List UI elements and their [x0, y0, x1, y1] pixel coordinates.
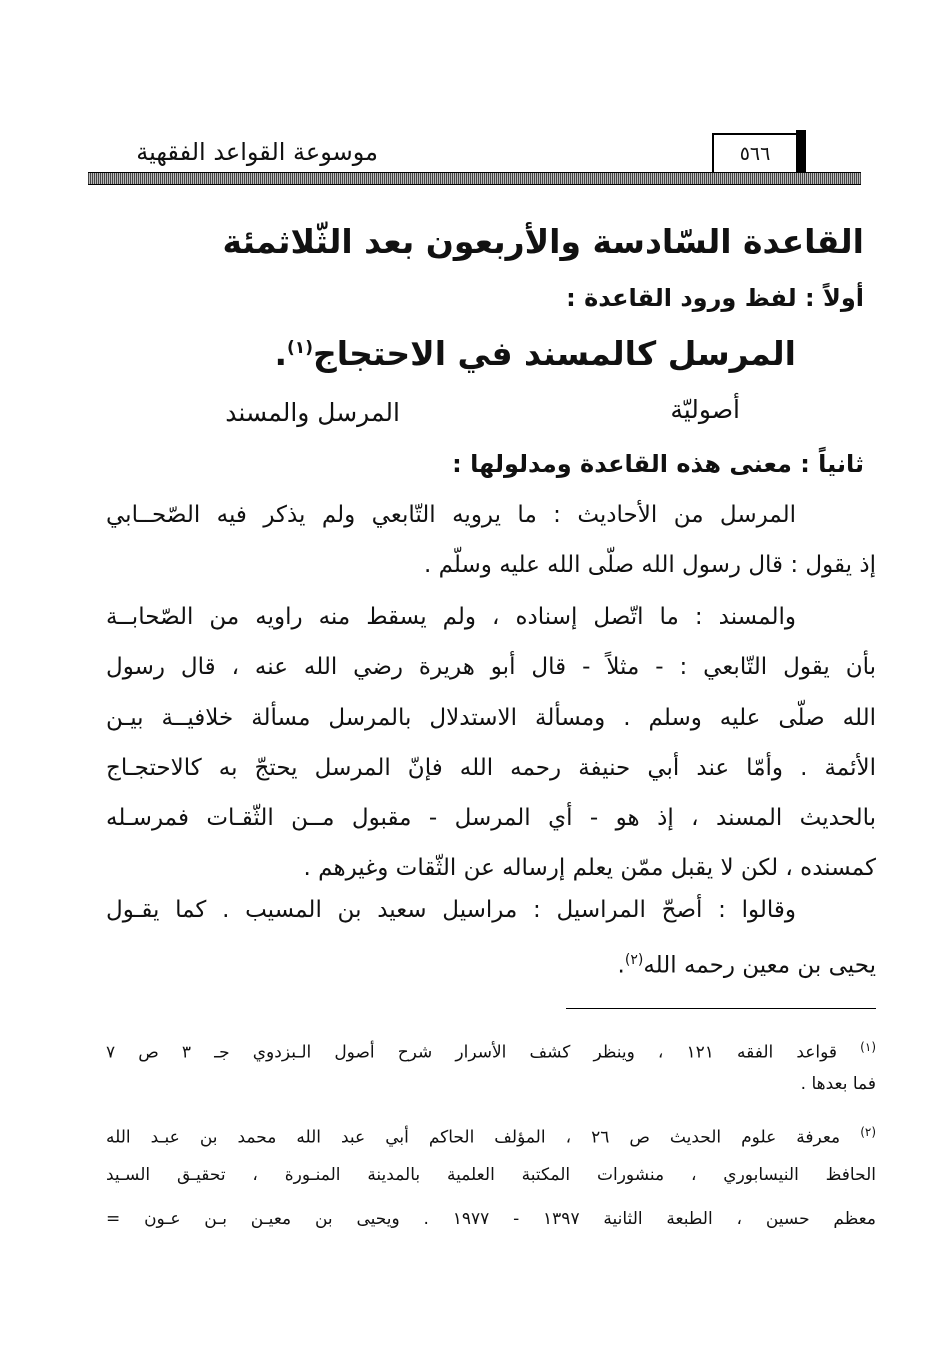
header-divider — [88, 172, 861, 185]
footnote-2-text: معرفة علوم الحديث ص ٢٦ ، المؤلف الحاكم أبي عبد الله محمد بن عبـد الله — [106, 1127, 841, 1148]
page-number: ٥٦٦ — [712, 133, 798, 173]
footnote-1-text: قواعد الفقه ١٢١ ، وينظر كشف الأسرار شرح أصول الـبزدوي جـ ٣ ص ٧ — [106, 1042, 838, 1063]
rule-statement-end: . — [274, 334, 288, 373]
section-heading-1: أولاً : لفظ ورود القاعدة : — [566, 284, 864, 312]
body-line: الأئمة . وأمّا عند أبي حنيفة رحمه الله فإنّ المرسل يحتجّ به كالاحتجـاج — [106, 755, 876, 781]
footnote-ref-1: (١) — [287, 338, 313, 358]
body-line-text: يحيى بن معين رحمه الله — [643, 952, 876, 979]
keyword-mursal-musnad: المرسل والمسند — [225, 398, 400, 427]
footnote-1-ref: (١) — [860, 1040, 876, 1054]
section-heading-2: ثانياً : معنى هذه القاعدة ومدلولها : — [452, 450, 864, 478]
rule-statement — [156, 334, 796, 373]
body-line: كمسنده ، لكن لا يقبل ممّن يعلم إرساله عن الثّقات وغيرهم . — [303, 855, 876, 881]
rule-statement-text: المرسل كالمسند في الاحتجاج — [312, 334, 796, 373]
rule-title: القاعدة السّادسة والأربعون بعد الثّلاثمئة — [222, 222, 864, 261]
footnote-1-line — [106, 1035, 876, 1065]
body-line: إذ يقول : قال رسول الله صلّى الله عليه وسلّم . — [423, 552, 876, 578]
footnote-2-line: معظم حسين ، الطبعة الثانية ١٣٩٧ - ١٩٧٧ . ويحيى بن معيـن بـن عـون = — [106, 1209, 876, 1229]
body-line: بالحديث المسند ، إذ هو - أي المرسل - مقبول مــن الثّقـات فمرسـله — [106, 805, 876, 831]
body-line: والمسند : ما اتّصل إسناده ، ولم يسقط منه راويه من الصّحابــة — [106, 604, 796, 630]
body-line: بأن يقول التّابعي : - مثلاً - قال أبو هريرة رضي الله عنه ، قال رسول — [106, 654, 876, 680]
footnote-2-line — [106, 1120, 876, 1150]
running-header-title: موسوعة القواعد الفقهية — [136, 138, 378, 166]
body-line-last — [106, 945, 876, 981]
body-line: وقالوا : أصحّ المراسيل : مراسيل سعيد بن المسيب . كما يقـول — [106, 897, 796, 923]
body-line: المرسل من الأحاديث : ما يرويه التّابعي ولم يذكر فيه الصّحــابي — [106, 502, 796, 528]
page-number-bar — [796, 130, 806, 178]
footnote-1-line: فما بعدها . — [800, 1074, 876, 1094]
footnote-divider — [566, 1008, 876, 1009]
keyword-usuliyya: أصوليّة — [670, 395, 740, 424]
body-line: الله صلّى عليه وسلم . ومسألة الاستدلال بالمرسل مسألة خلافيــة بيـن — [106, 705, 876, 731]
footnote-2-line: الحافظ النيسابوري ، منشورات المكتبة العلمية بالمدينة المنـورة ، تحقيـق السـيد — [106, 1165, 876, 1185]
footnote-2-ref: (٢) — [860, 1125, 877, 1139]
footnote-ref-2: (٢) — [624, 952, 644, 968]
body-line-end: . — [617, 952, 625, 979]
